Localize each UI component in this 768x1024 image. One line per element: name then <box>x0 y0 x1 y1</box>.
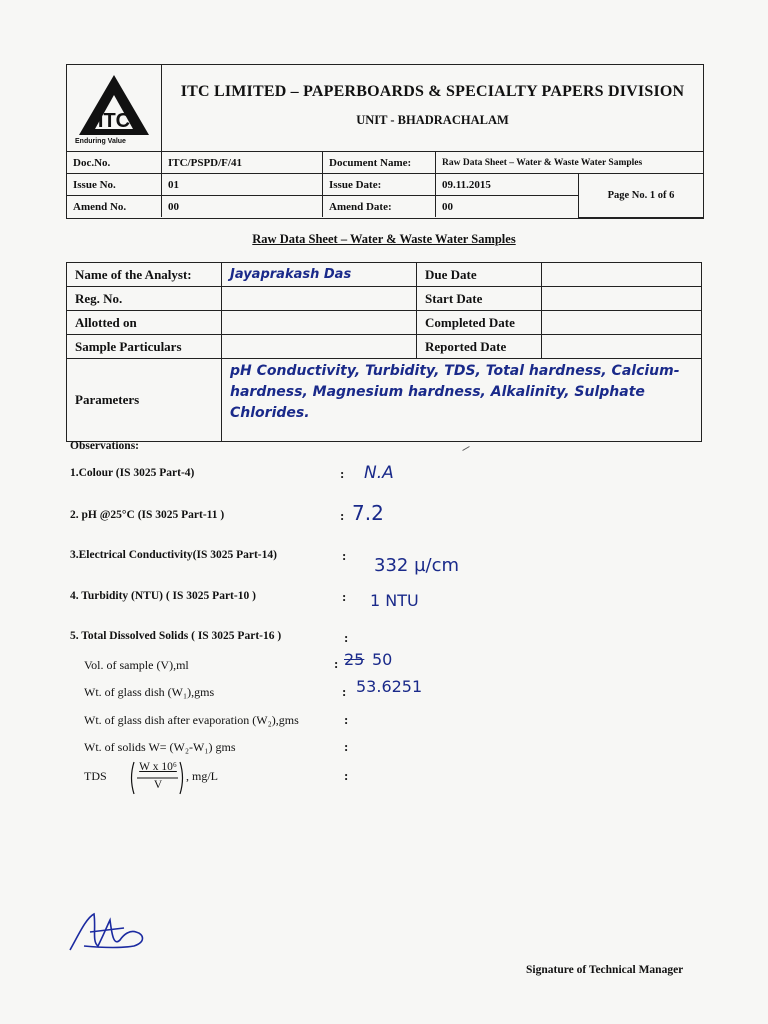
sheet-title: Raw Data Sheet – Water & Waste Water Samples <box>252 232 516 246</box>
reported-date-value <box>542 335 702 359</box>
w-solids-label: Wt. of solids W= (W₂-W₁) gms <box>84 740 236 754</box>
analyst-value: Jayaprakash Das <box>222 263 417 287</box>
page-number: Page No. 1 of 6 <box>579 174 704 218</box>
sample-particulars-value <box>222 335 417 359</box>
vol-colon: : <box>334 656 339 671</box>
due-date-label: Due Date <box>417 263 542 287</box>
itc-logo <box>67 65 162 151</box>
allotted-label: Allotted on <box>67 311 222 335</box>
tds-formula-numerator: W x 10⁶ <box>139 761 177 773</box>
parameters-label: Parameters <box>67 359 222 442</box>
company-name: ITC LIMITED – PAPERBOARDS & SPECIALTY PAPERS DIVISION <box>180 83 685 100</box>
tds-label: 5. Total Dissolved Solids ( IS 3025 Part-16 ) <box>70 630 282 642</box>
due-date-value <box>542 263 702 287</box>
vol-label: Vol. of sample (V),ml <box>84 658 189 672</box>
doc-name-value: Raw Data Sheet – Water & Waste Water Samples <box>436 152 704 174</box>
conductivity-label: 3.Electrical Conductivity(IS 3025 Part-14) <box>70 549 277 561</box>
w2-colon: : <box>344 712 349 727</box>
w2-label: Wt. of glass dish after evaporation (W₂),gms <box>84 713 299 727</box>
reg-no-value <box>222 287 417 311</box>
tds-formula-unit: , mg/L <box>186 769 218 783</box>
allotted-value <box>222 311 417 335</box>
logo-tagline: Enduring Value <box>75 138 126 145</box>
colour-colon: : <box>340 466 345 481</box>
amend-date-label: Amend Date: <box>323 196 436 218</box>
unit-name: UNIT - BHADRACHALAM <box>356 113 509 127</box>
start-date-value <box>542 287 702 311</box>
doc-no-value: ITC/PSPD/F/41 <box>162 152 323 174</box>
amend-no-value: 00 <box>162 196 323 218</box>
pen-mark <box>462 446 469 451</box>
signature-label: Signature of Technical Manager <box>526 964 684 976</box>
turbidity-label: 4. Turbidity (NTU) ( IS 3025 Part-10 ) <box>70 590 256 602</box>
completed-date-value <box>542 311 702 335</box>
document-meta-table <box>67 152 703 218</box>
colour-value: N.A <box>364 463 394 483</box>
vol-value: 50 <box>372 650 393 669</box>
tds-formula <box>128 760 188 796</box>
observations-title: Observations: <box>70 440 139 452</box>
document-header <box>66 64 704 219</box>
issue-date-label: Issue Date: <box>323 174 436 196</box>
svg-text:ITC: ITC <box>97 110 131 132</box>
issue-date-value: 09.11.2015 <box>436 174 579 196</box>
issue-no-value: 01 <box>162 174 323 196</box>
doc-no-label: Doc.No. <box>67 152 162 174</box>
turbidity-colon: : <box>342 589 347 604</box>
ph-label: 2. pH @25°C (IS 3025 Part-11 ) <box>70 509 225 521</box>
conductivity-value: 332 µ/cm <box>374 555 460 576</box>
tds-formula-prefix: TDS <box>84 769 107 783</box>
vol-struck-value: 25 <box>344 650 365 669</box>
issue-no-label: Issue No. <box>67 174 162 196</box>
parameters-value: pH Conductivity, Turbidity, TDS, Total hardness, Calcium-hardness, Magnesium hardness, Alkalinity, Sulphate Chlorides. <box>222 359 702 442</box>
w1-value: 53.6251 <box>356 677 423 696</box>
tds-result-colon: : <box>344 768 349 783</box>
amend-no-label: Amend No. <box>67 196 162 218</box>
handwritten-signature <box>64 906 154 956</box>
analyst-info-table <box>66 262 702 442</box>
ph-value: 7.2 <box>352 501 384 525</box>
reg-no-label: Reg. No. <box>67 287 222 311</box>
completed-date-label: Completed Date <box>417 311 542 335</box>
turbidity-value: 1 NTU <box>370 591 419 610</box>
reported-date-label: Reported Date <box>417 335 542 359</box>
w1-label: Wt. of glass dish (W₁),gms <box>84 685 215 699</box>
analyst-label: Name of the Analyst: <box>67 263 222 287</box>
tds-colon: : <box>344 630 349 645</box>
w1-colon: : <box>342 684 347 699</box>
w-solids-colon: : <box>344 739 349 754</box>
start-date-label: Start Date <box>417 287 542 311</box>
conductivity-colon: : <box>342 548 347 563</box>
tds-formula-denominator: V <box>153 779 163 791</box>
sample-particulars-label: Sample Particulars <box>67 335 222 359</box>
amend-date-value: 00 <box>436 196 579 218</box>
ph-colon: : <box>340 508 345 523</box>
doc-name-label: Document Name: <box>323 152 436 174</box>
colour-label: 1.Colour (IS 3025 Part-4) <box>70 467 195 479</box>
